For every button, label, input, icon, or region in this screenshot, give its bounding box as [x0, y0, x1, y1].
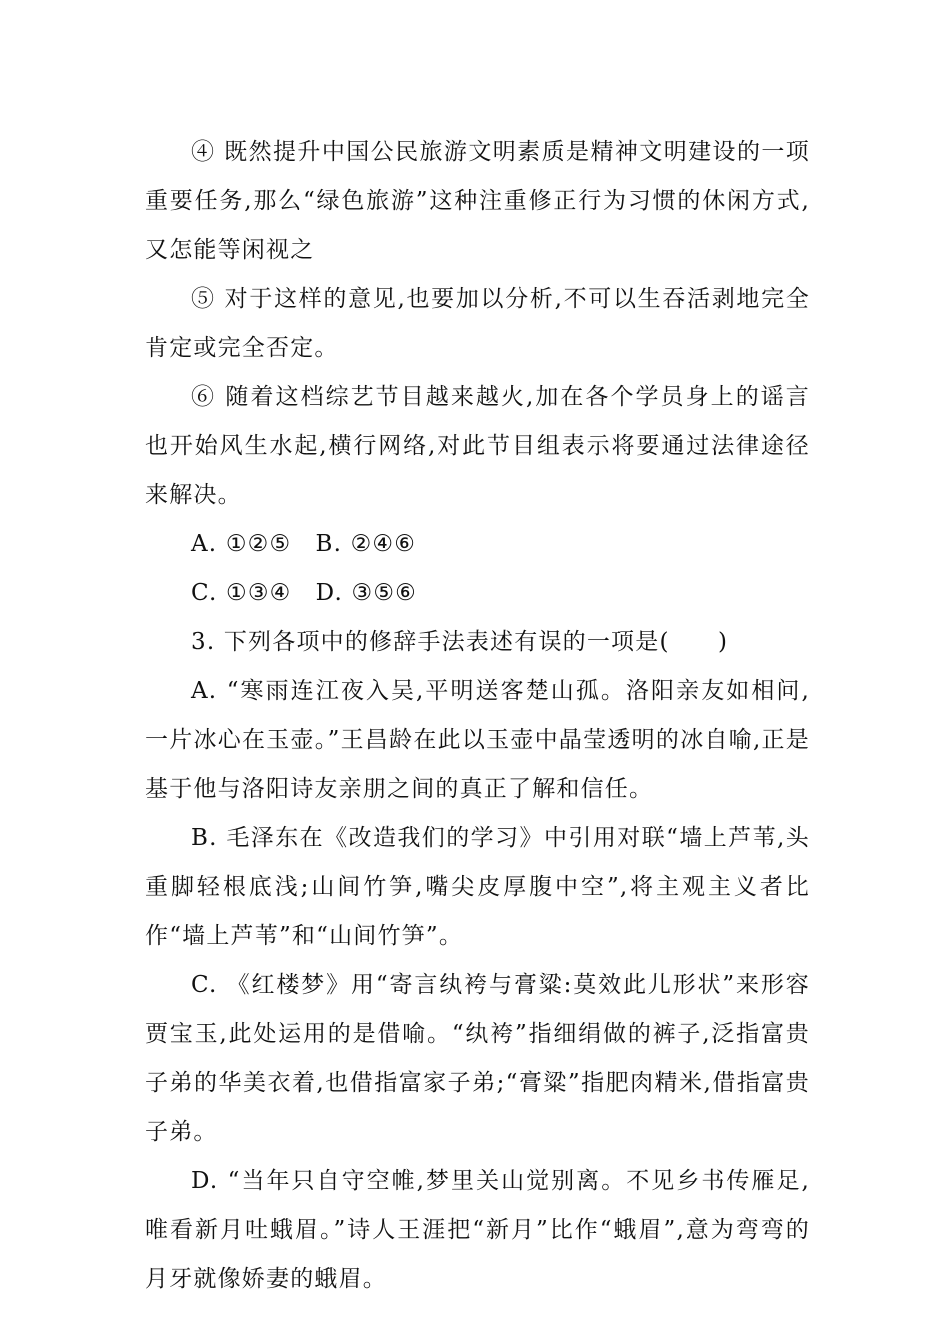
- question-3-option-c: C. 《红楼梦》用“寄言纨袴与膏粱:莫效此儿形状”来形容贾宝玉,此处运用的是借喻。“纨袴”指细绢做的裤子,泛指富贵子弟的华美衣着,也借指富家子弟;“膏粱”指肥肉精米,借指富贵子弟。: [145, 972, 810, 1145]
- answer-choices-cd: C. ①③④ D. ③⑤⑥: [191, 580, 417, 606]
- question-3-option-a: A. “寒雨连江夜入吴,平明送客楚山孤。洛阳亲友如相问,一片冰心在玉壶。”王昌龄在此以玉壶中晶莹透明的冰自喻,正是基于他与洛阳诗友亲朋之间的真正了解和信任。: [145, 678, 810, 802]
- answer-choices-ab: A. ①②⑤ B. ②④⑥: [191, 531, 417, 557]
- paragraph-option-5: ⑤ 对于这样的意见,也要加以分析,不可以生吞活剥地完全肯定或完全否定。: [145, 286, 810, 361]
- paragraph-option-6: ⑥ 随着这档综艺节目越来越火,加在各个学员身上的谣言也开始风生水起,横行网络,对此节目组表示将要通过法律途径来解决。: [145, 384, 810, 508]
- question-3-option-b: B. 毛泽东在《改造我们的学习》中引用对联“墙上芦苇,头重脚轻根底浅;山间竹笋,嘴尖皮厚腹中空”,将主观主义者比作“墙上芦苇”和“山间竹笋”。: [145, 825, 810, 949]
- question-3-option-d: D. “当年只自守空帷,梦里关山觉别离。不见乡书传雁足,唯看新月吐蛾眉。”诗人王涯把“新月”比作“蛾眉”,意为弯弯的月牙就像娇妻的蛾眉。: [145, 1168, 810, 1292]
- document-body: [145, 128, 810, 1304]
- question-3-stem: 3. 下列各项中的修辞手法表述有误的一项是( ): [191, 629, 729, 655]
- paragraph-option-4: ④ 既然提升中国公民旅游文明素质是精神文明建设的一项重要任务,那么“绿色旅游”这种注重修正行为习惯的休闲方式,又怎能等闲视之: [145, 139, 810, 263]
